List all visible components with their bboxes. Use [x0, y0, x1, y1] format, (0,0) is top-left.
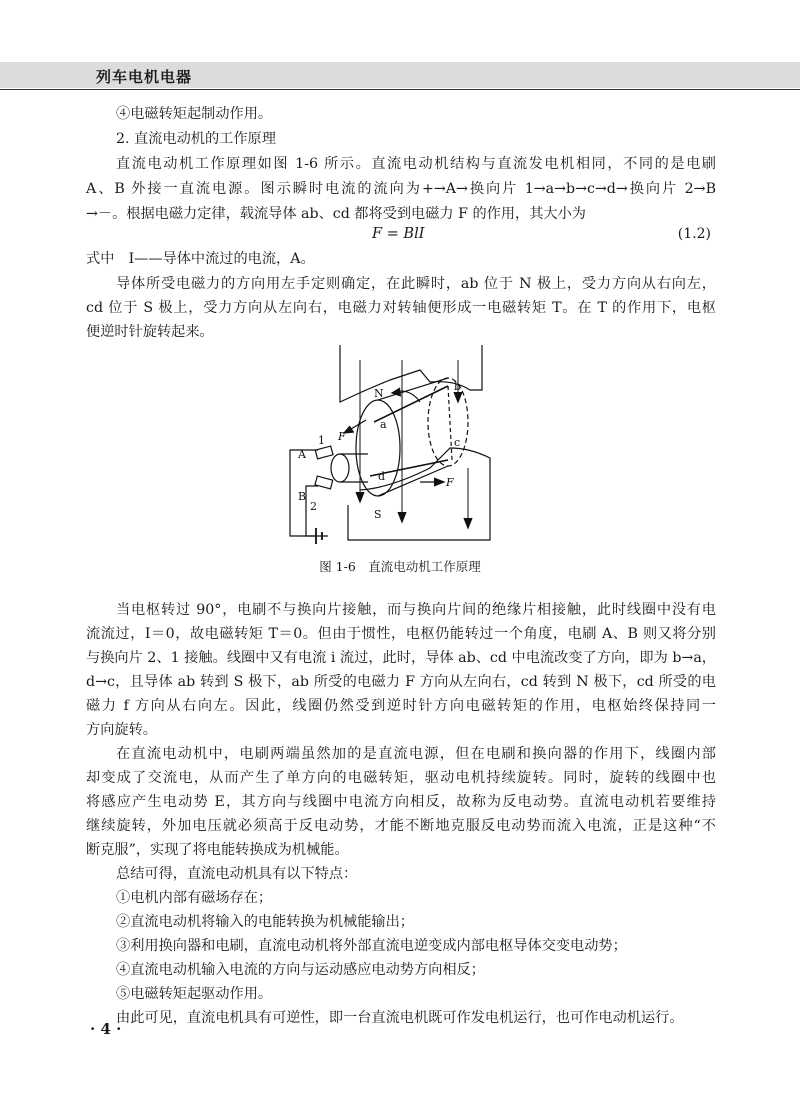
paragraph-line: 与换向片 2、1 接触。线圈中又有电流 i 流过，此时，导体 ab、cd 中电流改变了方向，即为 b→a， — [86, 650, 716, 666]
label-c: c — [454, 436, 461, 449]
paragraph-line: 便逆时针旋转起来。 — [86, 324, 214, 340]
paragraph-line: 断克服”，实现了将电能转换成为机械能。 — [86, 842, 349, 858]
feature-item: ②直流电动机将输入的电能转换为机械能输出； — [116, 914, 414, 930]
page-number: · 4 · — [90, 1020, 122, 1038]
paragraph-line: 却变成了交流电，从而产生了单方向的电磁转矩，驱动电机持续旋转。同时，旋转的线圈中也 — [86, 770, 716, 786]
feature-item: ④直流电动机输入电流的方向与运动感应电动势方向相反； — [116, 962, 485, 978]
label-force-top: F — [338, 430, 346, 443]
feature-item: ①电机内部有磁场存在； — [116, 890, 273, 906]
brush-a — [315, 446, 333, 459]
paragraph-line: 在直流电动机中，电刷两端虽然加的是直流电源，但在电刷和换向器的作用下，线圈内部 — [116, 746, 716, 762]
paragraph-line: 导体所受电磁力的方向用左手定则确定，在此瞬时，ab 位于 N 极上，受力方向从右向左， — [116, 276, 716, 292]
paragraph-line: 磁力 f 方向从右向左。因此，线圈仍然受到逆时针方向电磁转矩的作用，电枢始终保持同一 — [86, 698, 716, 714]
conclusion-line: 由此可见，直流电机具有可逆性，即一台直流电机既可作发电机运行，也可作电动机运行。 — [116, 1010, 684, 1026]
header-rule — [0, 89, 800, 90]
label-N: N — [374, 387, 384, 400]
paragraph-line: 式中 I——导体中流过的电流，A。 — [86, 251, 315, 267]
paragraph-line: 将感应产生电动势 E，其方向与线圈中电流方向相反，故称为反电动势。直流电动机若要维持 — [86, 794, 716, 810]
equation: F = BlI — [372, 226, 425, 242]
armature-back — [428, 378, 468, 466]
paragraph-line: 直流电动机工作原理如图 1-6 所示。直流电动机结构与直流发电机相同，不同的是电刷 — [116, 156, 716, 172]
label-2: 2 — [310, 500, 317, 513]
figure-caption: 图 1-6 直流电动机工作原理 — [319, 559, 481, 574]
paragraph-line: A、B 外接一直流电源。图示瞬时电流的流向为+→A→换向片 1→a→b→c→d→换向片 2→B — [86, 181, 716, 197]
label-d: d — [378, 470, 386, 483]
feature-item: ③利用换向器和电刷，直流电动机将外部直流电逆变成内部电枢导体交变电动势； — [116, 938, 627, 954]
label-S: S — [374, 508, 382, 521]
label-B: B — [298, 490, 307, 503]
paragraph-line: ④电磁转矩起制动作用。 — [116, 106, 273, 122]
label-a: a — [380, 418, 387, 431]
label-A: A — [298, 448, 306, 461]
feature-item: ⑤电磁转矩起驱动作用。 — [116, 986, 273, 1002]
summary-intro: 总结可得，直流电动机具有以下特点： — [116, 866, 358, 882]
paragraph-line: 流流过，I＝0，故电磁转矩 T＝0。但由于惯性，电枢仍能转过一个角度，电刷 A、B 则又将分别 — [86, 626, 716, 642]
dc-motor-diagram — [270, 340, 510, 550]
paragraph-line: →－。根据电磁力定律，载流导体 ab、cd 都将受到电磁力 F 的作用，其大小为 — [86, 206, 586, 222]
conductor-ab — [374, 386, 448, 422]
label-force-right: F — [446, 476, 454, 489]
paragraph-line: 当电枢转过 90°，电刷不与换向片接触，而与换向片间的绝缘片相接触，此时线圈中没有电 — [116, 602, 716, 618]
equation-number: (1.2) — [677, 226, 711, 242]
label-1: 1 — [318, 434, 325, 447]
running-header-title: 列车电机电器 — [96, 68, 193, 86]
paragraph-line: cd 位于 S 极上，受力方向从左向右，电磁力对转轴便形成一电磁转矩 T。在 T 的作用下，电枢 — [86, 300, 716, 316]
paragraph-line: 继续旋转，外加电压就必须高于反电动势，才能不断地克服反电动势而流入电流，正是这种“不 — [86, 818, 716, 834]
label-b: b — [454, 380, 462, 393]
paragraph-line: 方向旋转。 — [86, 722, 157, 738]
brush-b — [315, 476, 333, 489]
commutator — [331, 454, 349, 482]
paragraph-line: d→c，且导体 ab 转到 S 极下，ab 所受的电磁力 F 方向从左向右，cd 转到 N 极下，cd 所受的电 — [86, 674, 716, 690]
section-heading: 2. 直流电动机的工作原理 — [116, 131, 276, 147]
